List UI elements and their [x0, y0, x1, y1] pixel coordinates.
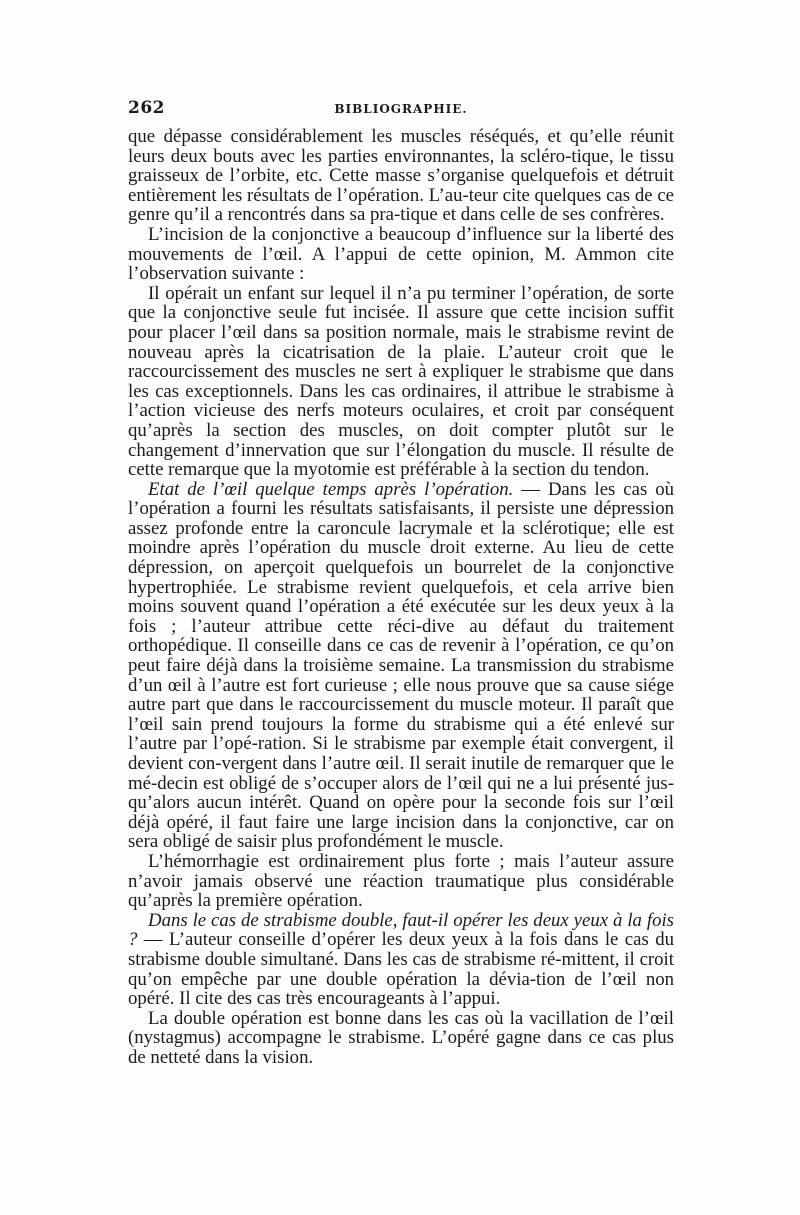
body-text: [128, 127, 674, 1068]
page-header: [128, 98, 674, 124]
paragraph: [128, 127, 674, 225]
paragraph: [128, 1009, 674, 1068]
paragraph: [128, 480, 674, 852]
paragraph: [128, 225, 674, 284]
paragraph: [128, 284, 674, 480]
page-number: 262: [128, 98, 165, 118]
paragraph-text: que dépasse considérablement les muscles réséqués, et qu’elle réunit leurs deux bouts avec les parties environnantes, la scléro-tique, le tissu graisseux de l’orbite, etc. Cette masse s’organise quelquefois et détruit entièrement les résultats de l’opération. L’au-teur cite quelques cas de ce genre qu’il a rencontrés dans sa pra-tique et dans celle de ses confrères.: [128, 126, 674, 226]
paragraph-text: — L’auteur conseille d’opérer les deux yeux à la fois dans le cas du strabisme double simultané. Dans les cas de strabisme ré-mittent, il croit qu’on empêche par une double opération la dévia-tion de l’œil non opéré. Il cite des cas très encourageants à l’appui.: [128, 929, 674, 1010]
paragraph-text: La double opération est bonne dans les cas où la vacillation de l’œil (nystagmus) accompagne le strabisme. L’opéré gagne dans ce cas plus de netteté dans la vision.: [128, 1007, 674, 1068]
paragraph-text: L’incision de la conjonctive a beaucoup d’influence sur la liberté des mouvements de l’œil. A l’appui de cette opinion, M. Ammon cite l’observation suivante :: [128, 223, 674, 285]
section-heading: Dans le cas de strabisme double, faut-il opérer les deux yeux à la fois ?: [128, 909, 674, 951]
paragraph-text: — Dans les cas où l’opération a fourni les résultats satisfaisants, il persiste une dépression assez profonde entre la caroncule lacrymale et la sclérotique; elle est moindre après l’opération du muscle droit externe. Au lieu de cette dépression, on aperçoit quelquefois un bourrelet de la conjonctive hypertrophiée. Le strabisme revient quelquefois, et cela arrive bien moins souvent quand l’opération a été exécutée sur les deux yeux à la fois ; l’auteur attribue cette réci-dive au défaut du traitement orthopédique. Il conseille dans ce cas de revenir à l’opération, ce qu’on peut faire déjà dans la troisième semaine. La transmission du strabisme d’un œil à l’autre est fort curieuse ; elle nous prouve que sa cause siége autre part que dans le raccourcissement du muscle moteur. Il paraît que l’œil sain prend toujours la forme du strabisme qui a été enlevé sur l’autre par l’opé-ration. Si le strabisme par exemple était convergent, il devient con-vergent dans l’autre œil. Il serait inutile de remarquer que le mé-decin est obligé de s’occuper alors de l’œil qui ne a lui présenté jus-qu’alors aucun intérêt. Quand on opère pour la seconde fois sur l’œil déjà opéré, il faut faire une large incision dans la conjonctive, car on sera obligé de saisir plus profondément le muscle.: [128, 478, 674, 853]
paragraph: [128, 852, 674, 911]
section-heading: Etat de l’œil quelque temps après l’opération.: [148, 478, 514, 500]
running-head: BIBLIOGRAPHIE.: [334, 102, 468, 116]
paragraph: [128, 911, 674, 1009]
paragraph-text: Il opérait un enfant sur lequel il n’a pu terminer l’opération, de sorte que la conjonctive seule fut incisée. Il assure que cette incision suffit pour placer l’œil dans sa position normale, mais le strabisme revint de nouveau après la cicatrisation de la plaie. L’auteur croit que le raccourcissement des muscles ne sert à expliquer le strabisme que dans les cas exceptionnels. Dans les cas ordinaires, il attribue le strabisme à l’action vicieuse des nerfs moteurs oculaires, et croit par conséquent qu’après la section des muscles, on doit compter plutôt sur le changement d’innervation que sur l’élongation du muscle. Il résulte de cette remarque que la myotomie est préférable à la section du tendon.: [128, 282, 674, 481]
paragraph-text: L’hémorrhagie est ordinairement plus forte ; mais l’auteur assure n’avoir jamais observé une réaction traumatique plus considérable qu’après la première opération.: [128, 850, 674, 912]
